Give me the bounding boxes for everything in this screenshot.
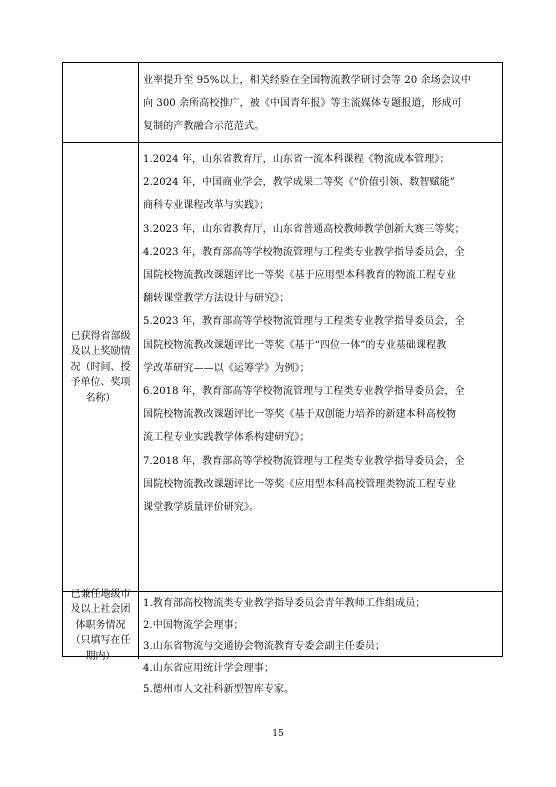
text-line: 向 300 余所高校推广，被《中国青年报》等主流媒体专题报道，形成可 [143,98,462,110]
text-line: 5.2023 年，教育部高等学校物流管理与工程类专业教学指导委员会，全 [143,316,465,328]
text-line: 6.2018 年，教育部高等学校物流管理与工程类专业教学指导委员会，全 [143,386,465,398]
text-line: 3.2023 年，山东省教育厅，山东省普通高校教师教学创新大赛三等奖； [143,223,465,235]
text-line: 课堂教学质量评价研究》。 [143,502,260,514]
text-line: 7.2018 年，教育部高等学校物流管理与工程类专业教学指导委员会，全 [143,455,465,467]
text-line: 2.中国物流学会理事； [143,619,244,631]
text-line: 国院校物流教改课题评比一等奖《基于应用型本科教育的物流工程专业 [143,270,457,282]
text-line: 业率提升至 95%以上，相关经验在全国物流教学研讨会等 20 余场会议中 [143,75,472,86]
text-line: 学改革研究——以《运筹学》为例》； [143,362,310,374]
text-line: 流工程专业实践教学体系构建研究》； [143,432,310,444]
text-line: 3.山东省物流与交通协会物流教育专委会副主任委员； [143,641,386,653]
row-label-cell [63,63,139,142]
text-line: 4.2023 年，教育部高等学校物流管理与工程类专业教学指导委员会，全 [143,246,465,258]
info-table [62,62,503,696]
text-line: 国院校物流教改课题评比一等奖《基于“四位一体”的专业基础课程教 [143,339,447,351]
text-line: 1.教育部高校物流类专业教学指导委员会青年教师工作组成员； [143,598,426,609]
page-number: 15 [272,729,284,739]
text-line: 2.2024 年，中国商业学会，教学成果二等奖《“价值引领、数智赋能” [143,177,455,189]
text-line: 国院校物流教改课题评比一等奖《应用型本科高校管理类物流工程专业 [143,478,457,490]
row-label-cell [63,143,139,592]
row-label-awards: 已获得省部级及以上奖励情况（时间、授予单位、奖项名称） [70,330,131,404]
text-line: 4.山东省应用统计学会理事； [143,662,274,674]
row-label-positions: 已兼任地级市及以上社会团体职务情况（只填写在任期内） [70,588,131,662]
table-row-social-positions [63,588,502,696]
row-content-cell [139,592,502,696]
table-row-achievements-cont [63,63,502,142]
row-label-cell [63,588,139,662]
text-line: 复制的产教融合示范范式。 [143,121,265,133]
row-content-cell [139,63,502,142]
row-content-cell [139,143,502,592]
text-line: 商科专业课程改革与实践》； [143,200,270,212]
text-line: 翻转课堂教学方法设计与研究》； [143,293,290,305]
text-line: 国院校物流教改课题评比一等奖《基于双创能力培养的新建本科高校物 [143,409,457,421]
text-line: 1.2024 年，山东省教育厅，山东省一流本科课程《物流成本管理》； [143,154,450,165]
text-line: 5.德州市人文社科新型智库专家。 [143,684,295,696]
table-row-awards [63,142,502,592]
